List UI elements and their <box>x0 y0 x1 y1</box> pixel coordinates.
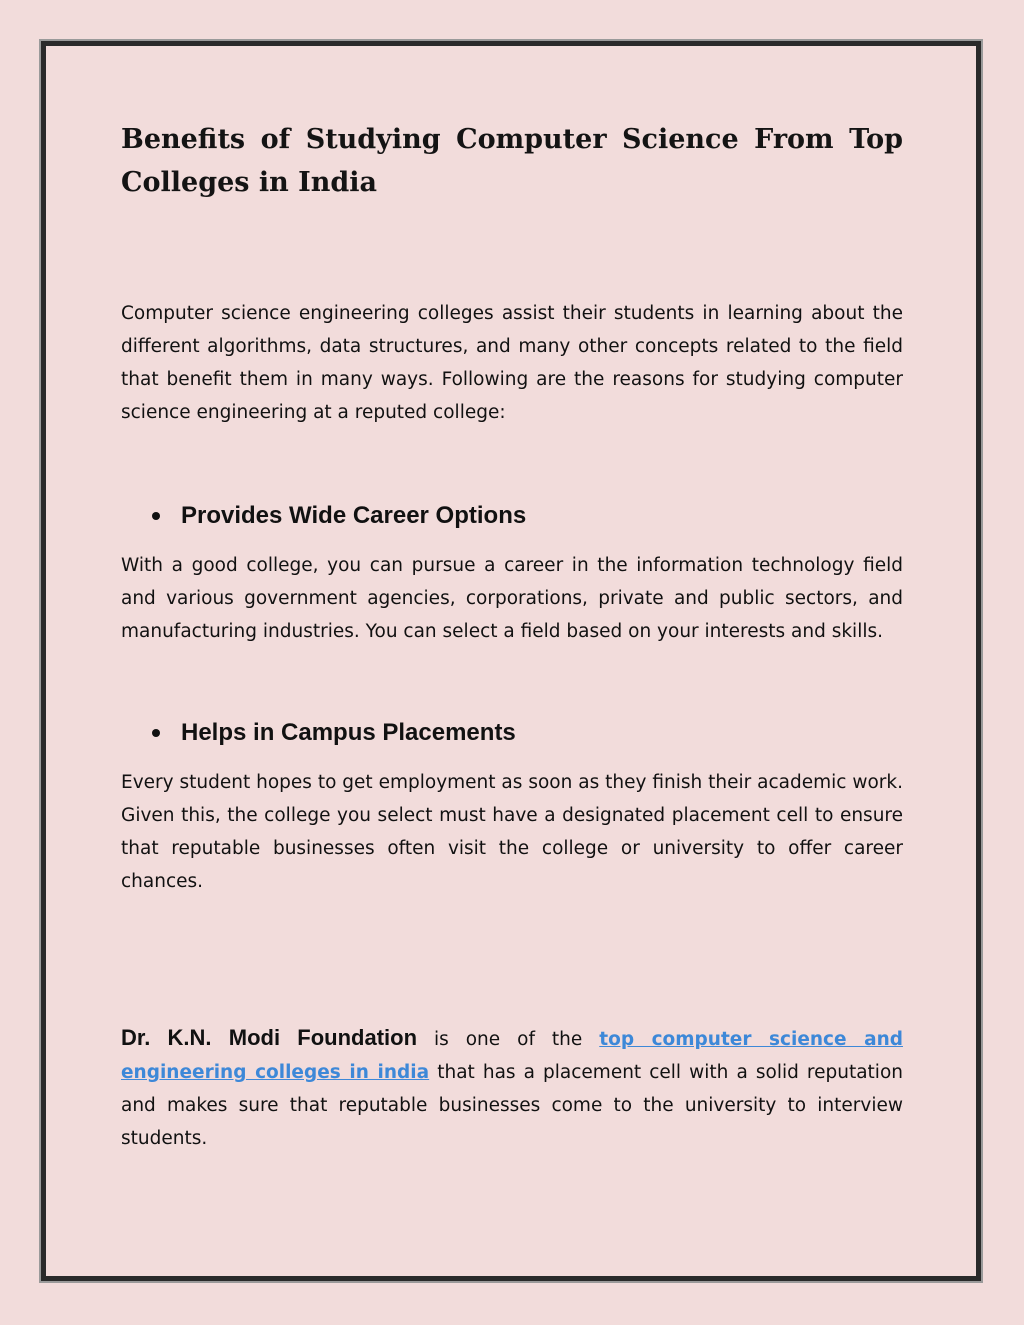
brand-name: Dr. K.N. Modi Foundation <box>121 1025 418 1050</box>
section-heading-career-options <box>121 501 903 531</box>
bullet-icon <box>152 512 160 520</box>
bullet-icon <box>152 729 160 737</box>
intro-paragraph: Computer science engineering colleges assist their students in learning about the different algorithms, data structures, and many other concepts related to the field that benefit them in many ways. Following are the reasons for studying computer science engineering at a reputed college: <box>121 303 903 423</box>
page-title: Benefits of Studying Computer Science From Top Colleges in India <box>121 124 903 198</box>
closing-paragraph <box>121 1021 903 1155</box>
section-body-career-options: With a good college, you can pursue a career in the information technology field and various government agencies, corporations, private and public sectors, and manufacturing industries. You can select a field based on your interests and skills. <box>121 555 903 642</box>
closing-text-after-link: that has a placement cell with a solid reputation and makes sure that reputable businesses come to the university to interview students. <box>121 1062 903 1149</box>
section-body-campus-placements: Every student hopes to get employment as soon as they finish their academic work. Given this, the college you select must have a designated placement cell to ensure that reputable businesses often visit the college or university to offer career chances. <box>121 772 903 892</box>
document-content <box>121 118 903 1155</box>
section-heading-campus-placements <box>121 718 903 748</box>
section-heading-label: Helps in Campus Placements <box>181 719 516 746</box>
top-colleges-link[interactable]: top computer science and engineering colleges in india <box>121 1029 903 1083</box>
section-heading-label: Provides Wide Career Options <box>181 502 527 529</box>
closing-text-before-link: is one of the <box>417 1029 600 1050</box>
